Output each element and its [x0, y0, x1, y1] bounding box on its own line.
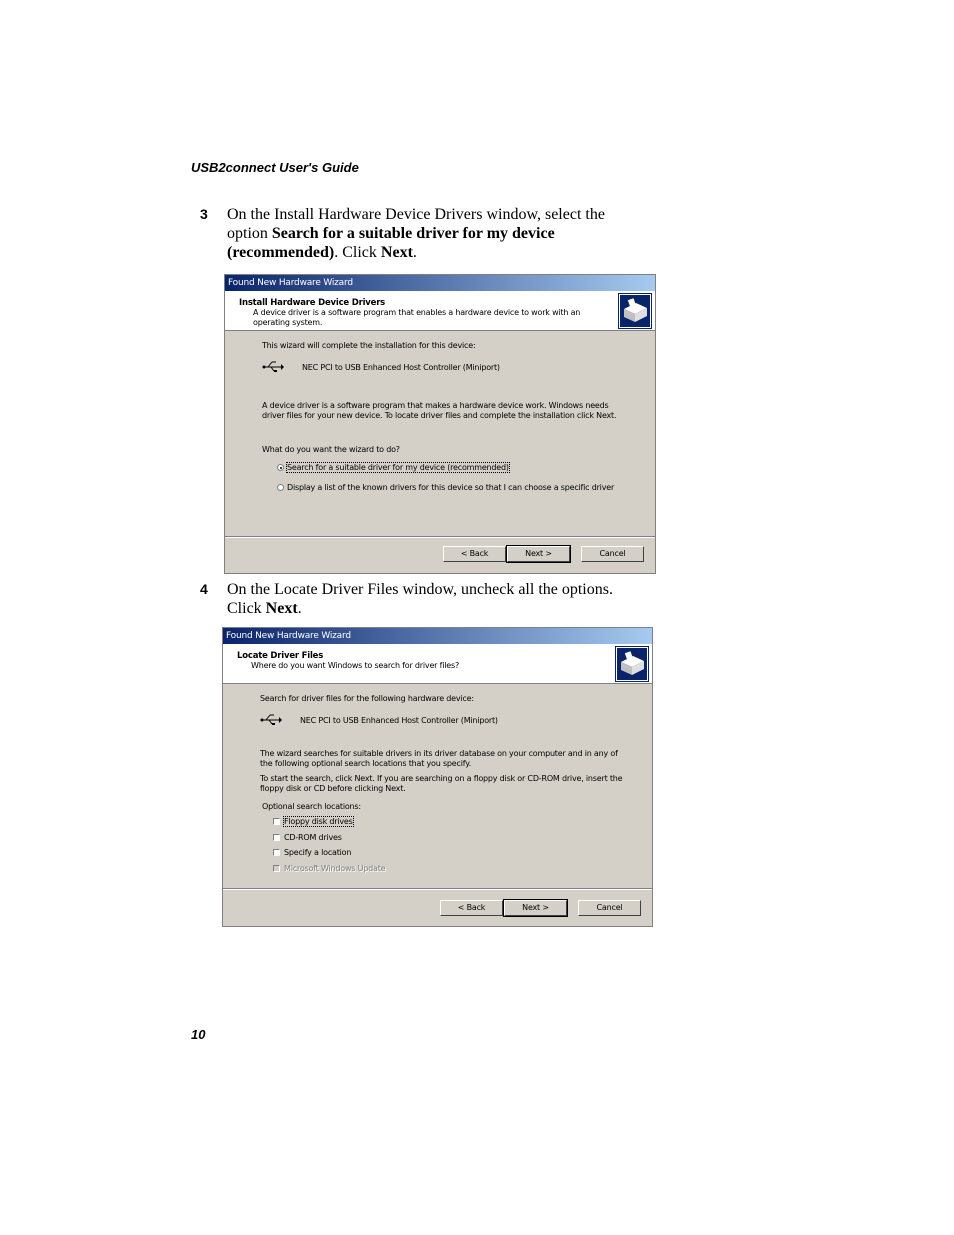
- title-bar: Found New Hardware Wizard: [225, 275, 655, 291]
- checkbox-floppy[interactable]: [273, 818, 280, 825]
- hardware-wizard-icon: [616, 647, 648, 681]
- question-text: What do you want the wizard to do?: [262, 445, 400, 454]
- next-button[interactable]: Next >: [507, 546, 570, 562]
- step-bold-option: Search for a suitable driver for my device (recommended): [227, 225, 555, 261]
- step-text: [227, 580, 640, 618]
- option-display-label[interactable]: Display a list of the known drivers for this device so that I can choose a specific driver: [287, 483, 615, 492]
- description-line: To start the search, click Next. If you are searching on a floppy disk or CD-ROM drive, insert the: [260, 774, 623, 783]
- usb-icon: [262, 361, 284, 373]
- option-search-label[interactable]: Search for a suitable driver for my device (recommended): [287, 463, 509, 472]
- wizard-header: [223, 644, 652, 684]
- step-text: [227, 205, 640, 262]
- step-text-part: . Click: [334, 244, 381, 261]
- description-line: floppy disk or CD before clicking Next.: [260, 784, 406, 793]
- hardware-wizard-icon: [619, 294, 651, 328]
- cdrom-label[interactable]: CD-ROM drives: [284, 833, 342, 842]
- windows-update-label: Microsoft Windows Update: [284, 864, 386, 873]
- radio-display-list[interactable]: [277, 484, 284, 491]
- step-3: [200, 205, 640, 262]
- step-4: [200, 580, 640, 618]
- step-bold-next: Next: [265, 600, 298, 617]
- header-title: Locate Driver Files: [237, 651, 324, 661]
- description-line: the following optional search locations that you specify.: [260, 759, 471, 768]
- usb-icon: [260, 714, 282, 726]
- cancel-button[interactable]: Cancel: [578, 900, 641, 916]
- step-text-part: .: [297, 600, 302, 617]
- step-text-part: On the Install Hardware Device Drivers window, select the option: [227, 206, 605, 242]
- header-title: Install Hardware Device Drivers: [239, 298, 386, 308]
- cancel-button[interactable]: Cancel: [581, 546, 644, 562]
- back-button[interactable]: < Back: [440, 900, 503, 916]
- running-head: USB2connect User's Guide: [191, 160, 359, 175]
- header-subtitle: Where do you want Windows to search for driver files?: [251, 661, 459, 670]
- checkbox-windows-update: [273, 865, 280, 872]
- optional-locations-label: Optional search locations:: [262, 802, 361, 811]
- description-line: The wizard searches for suitable drivers in its driver database on your computer and in any of: [260, 749, 618, 758]
- intro-text: This wizard will complete the installation for this device:: [262, 341, 476, 350]
- checkbox-specify-location[interactable]: [273, 849, 280, 856]
- floppy-label[interactable]: Floppy disk drives: [284, 817, 353, 826]
- header-subtitle: A device driver is a software program that enables a hardware device to work with an operating system.: [253, 308, 581, 327]
- back-button[interactable]: < Back: [443, 546, 506, 562]
- title-bar: Found New Hardware Wizard: [223, 628, 652, 644]
- page-number: 10: [191, 1027, 206, 1042]
- device-name: NEC PCI to USB Enhanced Host Controller (Miniport): [300, 716, 498, 725]
- step-text-part: .: [412, 244, 417, 261]
- device-name: NEC PCI to USB Enhanced Host Controller (Miniport): [302, 363, 500, 372]
- intro-text: Search for driver files for the following hardware device:: [260, 694, 474, 703]
- description-line: A device driver is a software program that makes a hardware device work. Windows needs: [262, 401, 609, 410]
- step-number: 4: [200, 581, 208, 597]
- specify-location-label[interactable]: Specify a location: [284, 848, 352, 857]
- wizard-locate-driver-files: [222, 627, 653, 927]
- footer-divider: [223, 888, 652, 890]
- wizard-install-drivers: [224, 274, 656, 574]
- wizard-header: [225, 291, 655, 331]
- footer-divider: [225, 536, 655, 538]
- description-line: driver files for your new device. To locate driver files and complete the installation click Next.: [262, 411, 617, 420]
- step-text-part: On the Locate Driver Files window, uncheck all the options. Click: [227, 581, 613, 617]
- radio-search-driver[interactable]: [277, 464, 284, 471]
- next-button[interactable]: Next >: [504, 900, 567, 916]
- step-bold-next: Next: [380, 244, 413, 261]
- checkbox-cdrom[interactable]: [273, 834, 280, 841]
- step-number: 3: [200, 206, 208, 222]
